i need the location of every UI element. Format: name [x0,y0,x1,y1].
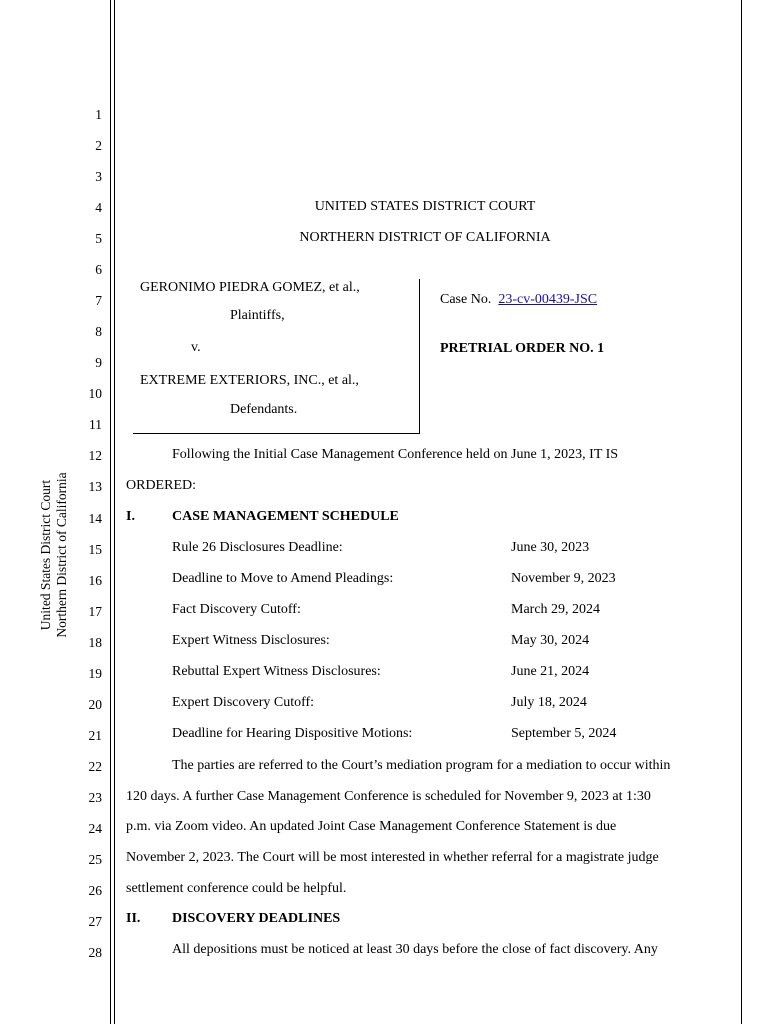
section-1-heading: CASE MANAGEMENT SCHEDULE [172,509,399,524]
schedule-item-date: June 30, 2023 [511,540,590,555]
court-title: UNITED STATES DISTRICT COURT [314,199,536,214]
schedule-item-date: November 9, 2023 [511,571,616,587]
line-number: 13 [88,479,102,495]
defendants-name: EXTREME EXTERIORS, INC., et al., [140,373,359,388]
line-number: 1 [95,107,102,122]
plaintiffs-name: GERONIMO PIEDRA GOMEZ, et al., [140,280,360,295]
line-number: 26 [88,883,102,898]
case-number [440,292,597,308]
district-title: NORTHERN DISTRICT OF CALIFORNIA [299,230,551,245]
line-number: 27 [88,914,102,930]
line-number: 19 [88,665,102,681]
line-number: 10 [88,386,102,402]
line-number: 21 [88,727,102,743]
schedule-item-label: Rebuttal Expert Witness Disclosures: [172,664,381,680]
line-number: 16 [88,572,102,588]
line-number: 24 [88,820,102,836]
paragraph-line: 120 days. A further Case Management Conference is scheduled for November 9, 2023 at 1:30 [126,788,651,804]
schedule-item-date: May 30, 2024 [511,633,590,649]
line-number: 11 [89,417,102,433]
schedule-item-date: July 18, 2024 [511,695,587,711]
line-number: 15 [88,541,102,557]
left-margin-rule-inner [114,0,115,1024]
schedule-item-label: Rule 26 Disclosures Deadline: [172,540,343,555]
schedule-item-date: June 21, 2024 [511,664,590,680]
case-number-link[interactable]: 23-cv-00439-JSC [498,292,598,307]
line-number: 20 [88,696,102,712]
sidebar-court: United States District Court [38,479,53,631]
defendants-label: Defendants. [230,402,298,417]
line-number: 2 [95,138,102,154]
caption-divider-horizontal [133,433,420,434]
line-number: 14 [88,510,102,526]
line-number: 9 [95,355,102,371]
line-number: 12 [88,448,102,464]
line-number: 6 [95,262,102,278]
line-number: 23 [88,789,102,805]
caption-divider-vertical [419,279,420,434]
paragraph-line: The parties are referred to the Court’s mediation program for a mediation to occur within [172,758,671,773]
section-2-heading: DISCOVERY DEADLINES [172,911,341,926]
plaintiffs-label: Plaintiffs, [230,308,285,323]
line-number: 8 [95,324,102,340]
schedule-item-label: Fact Discovery Cutoff: [172,602,301,618]
schedule-item-label: Expert Witness Disclosures: [172,633,330,649]
line-number: 22 [88,758,102,774]
section-2-number: II. [126,911,141,926]
line-number: 25 [88,851,102,867]
left-margin-rule-outer [110,0,111,1024]
schedule-item-label: Deadline to Move to Amend Pleadings: [172,571,394,587]
schedule-item-label: Expert Discovery Cutoff: [172,695,315,711]
intro-line-2: ORDERED: [126,478,196,493]
line-number: 5 [95,231,102,247]
schedule-item-date: March 29, 2024 [511,602,601,618]
section-1-number: I. [126,509,135,524]
line-number: 18 [88,634,102,650]
paragraph-line: November 2, 2023. The Court will be most interested in whether referral for a magistrate judge [126,850,659,866]
order-title: PRETRIAL ORDER NO. 1 [440,341,605,356]
schedule-item-label: Deadline for Hearing Dispositive Motions: [172,726,413,742]
schedule-item-date: September 5, 2024 [511,726,617,742]
line-number: 28 [88,945,102,961]
paragraph-line: p.m. via Zoom video. An updated Joint Case Management Conference Statement is due [126,819,617,835]
line-number: 3 [95,169,102,185]
sidebar-district: Northern District of California [54,472,69,638]
versus-label: v. [191,340,201,355]
section-2-paragraph-line: All depositions must be noticed at least 30 days before the close of fact discovery. Any [172,942,658,957]
line-number: 4 [95,200,102,216]
intro-line-1: Following the Initial Case Management Conference held on June 1, 2023, IT IS [172,447,619,462]
paragraph-line: settlement conference could be helpful. [126,880,347,896]
line-number: 17 [88,603,102,619]
line-number: 7 [95,293,102,309]
case-number-label: Case No. [440,292,492,307]
right-margin-rule [741,0,742,1024]
